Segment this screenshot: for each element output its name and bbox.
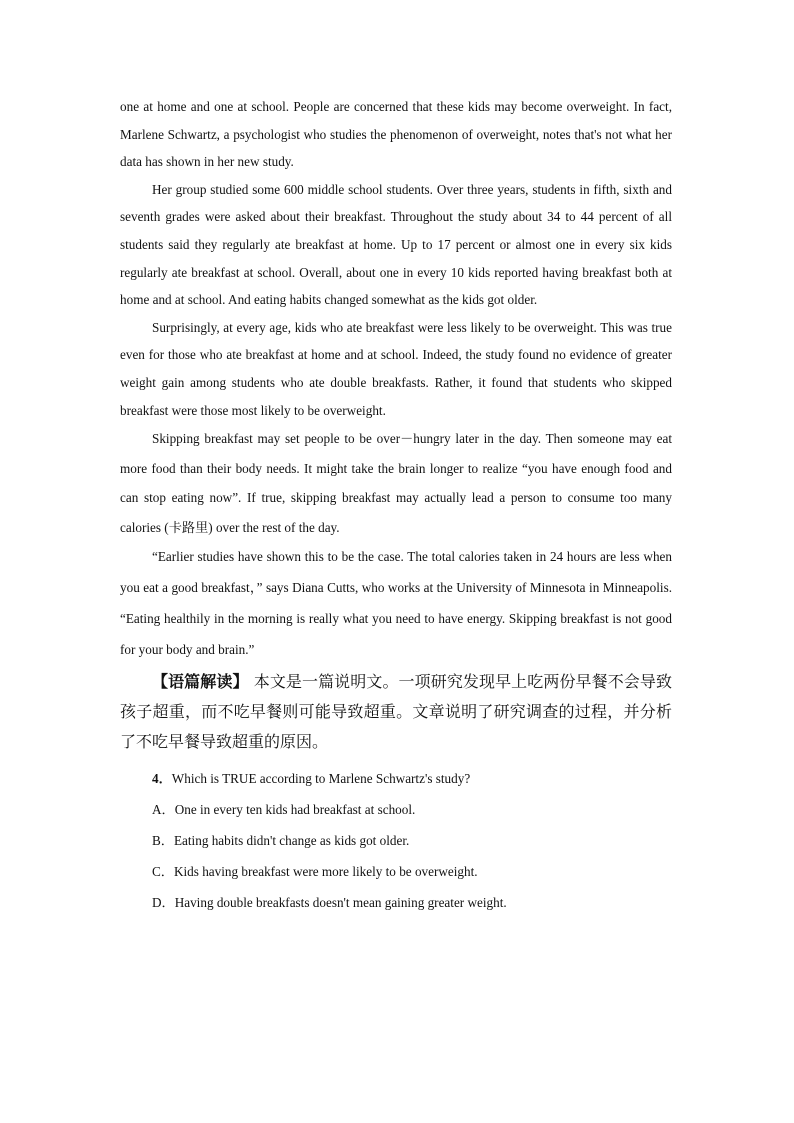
passage-paragraph-3: Surprisingly, at every age, kids who ate breakfast were less likely to be overweight. This was true even for those who ate breakfast at home and at school. Indeed, the study found no evidence of greater weight gain among students who ate double breakfasts. Rather, it found that students who skipped breakfast were those most likely to be overweight. [120,319,672,418]
question-number: 4． [152,771,172,787]
option-b[interactable]: B．Eating habits didn't change as kids got older. [152,833,410,849]
passage-analysis [120,667,672,757]
option-d[interactable]: D．Having double breakfasts doesn't mean gaining greater weight. [152,895,507,911]
analysis-text: 本文是一篇说明文。一项研究发现早上吃两份早餐不会导致孩子超重，而不吃早餐则可能导致超重。文章说明了研究调查的过程，并分析了不吃早餐导致超重的原因。 [120,672,672,752]
question-block [120,763,672,918]
passage-paragraph-1: one at home and one at school. People are concerned that these kids may become overweight. In fact, Marlene Schwartz, a psychologist who studies the phenomenon of overweight, notes that's not what her data has shown in her new study. [120,99,672,170]
passage-paragraph-2: Her group studied some 600 middle school students. Over three years, students in fifth, sixth and seventh grades were asked about their breakfast. Throughout the study about 34 to 44 percent of all students said they regularly ate breakfast at home. Up to 17 percent or almost one in every six kids regularly ate breakfast at school. Overall, about one in every 10 kids reported having breakfast both at home and at school. And eating habits changed somewhat as the kids got older. [120,181,672,308]
question-stem [120,763,672,794]
analysis-tag: 【语篇解读】 [152,672,249,692]
document-page [120,93,672,918]
option-c[interactable]: C．Kids having breakfast were more likely to be overweight. [152,864,478,880]
passage-paragraph-4: Skipping breakfast may set people to be over－hungry later in the day. Then someone may eat more food than their body needs. It might take the brain longer to realize “you have enough food and can stop eating now”. If true, skipping breakfast may actually lead a person to consume too many calories (卡路里) over the rest of the day. [120,431,672,535]
option-a[interactable]: A．One in every ten kids had breakfast at school. [152,802,416,818]
passage-paragraph-5: “Earlier studies have shown this to be the case. The total calories taken in 24 hours are less when you eat a good breakfast，” says Diana Cutts, who works at the University of Minnesota in Minneapolis. “Eating healthily in the morning is really what you need to have energy. Skipping breakfast is not good for your body and brain.” [120,549,672,657]
question-text: Which is TRUE according to Marlene Schwartz's study? [171,771,471,787]
